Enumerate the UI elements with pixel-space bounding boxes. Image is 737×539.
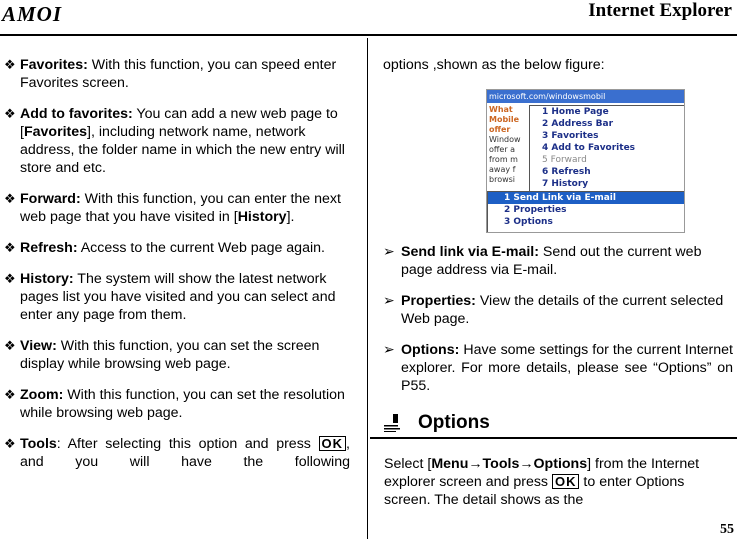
list-item: ❖ Forward: With this function, you can enter the next web page that you have visited in [History].	[4, 191, 341, 225]
arrow-bullet-icon: ➢	[383, 293, 395, 309]
list-item: ❖ Zoom: With this function, you can set the resolution while browsing web page.	[4, 387, 345, 421]
menu-item: 4 Add to Favorites	[542, 143, 636, 153]
options-rule	[370, 437, 737, 439]
options-heading: Options	[418, 412, 490, 433]
list-item: ❖ History: The system will show the latest network pages list you have visited and you can select and enter any page from them.	[4, 271, 336, 323]
menu-list	[529, 105, 685, 192]
diamond-bullet-icon: ❖	[4, 338, 16, 353]
menu-item: 1 Send Link via E-mail	[488, 192, 684, 204]
amoi-logo: AMOI	[2, 2, 63, 26]
address-bar: microsoft.com/windowsmobil	[487, 90, 684, 103]
menu-item: 2 Properties	[504, 205, 567, 215]
intro-text: options ,shown as the below figure:	[383, 57, 605, 73]
menu-screenshot	[486, 89, 685, 233]
page-title: Internet Explorer	[588, 0, 732, 21]
list-item: ➢ Properties: View the details of the current selected Web page.	[383, 293, 724, 327]
diamond-bullet-icon: ❖	[4, 436, 16, 451]
list-item: ❖ Add to favorites: You can add a new web page to [Favorites], including network name, network address, the folder name in which the new entry will store and etc.	[4, 106, 345, 176]
arrow-bullet-icon: ➢	[383, 244, 395, 260]
web-page-preview: What Mobile offer Window offer a from m away f browsi	[489, 105, 521, 184]
page-number: 55	[720, 522, 734, 537]
menu-item: 1 Home Page	[542, 107, 609, 117]
diamond-bullet-icon: ❖	[4, 191, 16, 206]
arrow-bullet-icon: ➢	[383, 342, 395, 358]
list-item: ➢ Options: Have some settings for the current Internet explorer. For more details, please see “Options” on P55.	[383, 342, 733, 394]
column-divider	[367, 38, 368, 539]
list-item: ❖ Favorites: With this function, you can speed enter Favorites screen.	[4, 57, 337, 91]
header-rule	[0, 34, 737, 36]
list-item: ❖ View: With this function, you can set the screen display while browsing web page.	[4, 338, 320, 372]
ok-key-icon: OK	[319, 436, 347, 451]
menu-item: 6 Refresh	[542, 167, 591, 177]
list-item: ❖ Tools: After selecting this option and press OK , and you will have the following	[4, 436, 350, 470]
submenu-list	[487, 191, 685, 233]
diamond-bullet-icon: ❖	[4, 387, 16, 402]
menu-item: 3 Favorites	[542, 131, 599, 141]
menu-item: 7 History	[542, 179, 589, 189]
list-item: ❖ Refresh: Access to the current Web page again.	[4, 240, 325, 256]
section-heading-icon	[384, 414, 400, 432]
diamond-bullet-icon: ❖	[4, 106, 16, 121]
diamond-bullet-icon: ❖	[4, 57, 16, 72]
options-body: Select [Menu→Tools→Options] from the Internet explorer screen and press OK to enter Options screen. The detail shows as the	[384, 456, 700, 508]
diamond-bullet-icon: ❖	[4, 240, 16, 255]
ok-key-icon: OK	[552, 474, 580, 489]
menu-item: 3 Options	[504, 217, 553, 227]
list-item: ➢ Send link via E-mail: Send out the current web page address via E-mail.	[383, 244, 702, 278]
diamond-bullet-icon: ❖	[4, 271, 16, 286]
menu-item: 2 Address Bar	[542, 119, 614, 129]
right-column	[383, 56, 733, 74]
menu-item: 5 Forward	[542, 155, 587, 165]
right-items	[383, 243, 733, 408]
left-column	[4, 56, 350, 484]
